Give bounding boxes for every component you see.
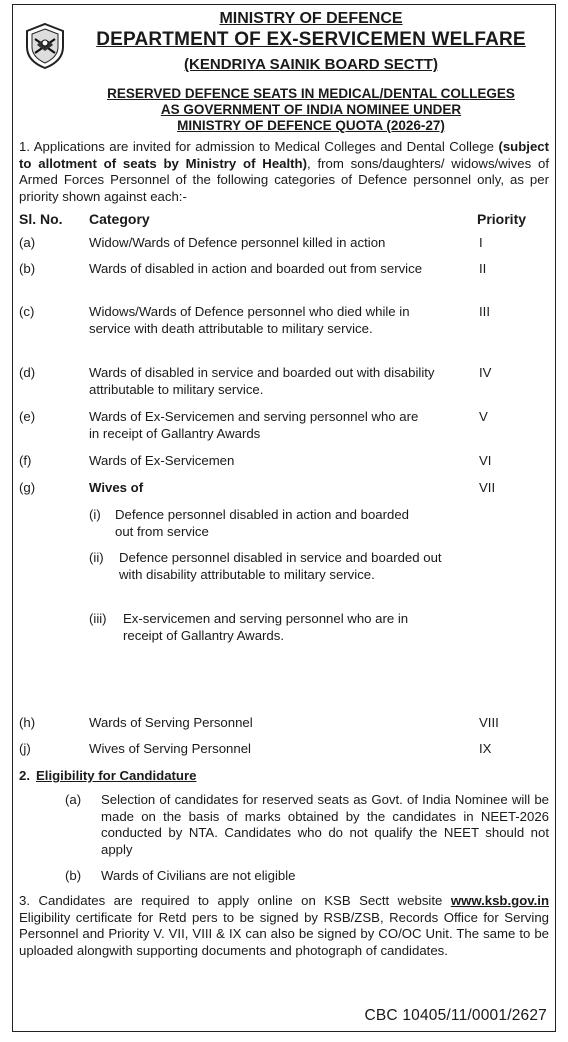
row-category: Widow/Wards of Defence personnel killed in action: [89, 235, 386, 250]
sub-item-text: Ex-servicemen and serving personnel who are in receipt of Gallantry Awards.: [123, 611, 409, 643]
row-sl: (f): [19, 453, 32, 468]
row-sl: (b): [19, 261, 36, 276]
header-sl-no: Sl. No.: [19, 211, 63, 227]
header-priority: Priority: [477, 211, 527, 227]
subject-line-3: MINISTRY OF DEFENCE QUOTA (2026-27): [177, 118, 445, 133]
eligibility-item-label: (b): [65, 868, 82, 883]
application-paragraph: [19, 893, 549, 959]
row-category: Wards of disabled in service and boarded out with disability attributable to military service.: [89, 365, 435, 397]
row-category: Wards of Serving Personnel: [89, 715, 253, 730]
row-sl: (g): [19, 480, 36, 495]
row-priority: I: [479, 235, 483, 250]
row-sl: (h): [19, 715, 36, 730]
intro-text: 1. Applications are invited for admission to Medical Colleges and Dental College: [19, 139, 499, 154]
intro-bold-text: (subject to allotment of seats by Ministry of Health): [19, 139, 549, 171]
row-priority: VII: [479, 480, 496, 495]
row-priority: IV: [479, 365, 492, 380]
subject-line-2: AS GOVERNMENT OF INDIA NOMINEE UNDER: [160, 102, 462, 117]
row-sl: (j): [19, 741, 31, 756]
row-sl: (a): [19, 235, 36, 250]
row-category: Wards of disabled in action and boarded out from service: [89, 261, 423, 276]
eligibility-item-text: Selection of candidates for reserved seats as Govt. of India Nominee will be made on the basis of marks obtained by the candidates in NEET-2026 conducted by NTA. Candidates who do not qualify the NEET should not apply: [101, 792, 549, 857]
row-sl: (c): [19, 304, 35, 319]
sub-item-label: (i): [89, 507, 101, 522]
row-category: Wives of Serving Personnel: [89, 741, 251, 756]
row-priority: III: [479, 304, 490, 319]
website-link[interactable]: www.ksb.gov.in: [450, 893, 549, 908]
row-category: Wards of Ex-Servicemen and serving personnel who are in receipt of Gallantry Awards: [89, 409, 419, 441]
row-category: Widows/Wards of Defence personnel who died while in service with death attributable to military service.: [89, 304, 410, 336]
cbc-code: CBC 10405/11/0001/2627: [364, 1007, 547, 1024]
intro-text-cont: , from sons/daughters/ widows/wives of Armed Forces Personnel of the following categories of Defence personnel only, as per priority shown against each:-: [19, 155, 549, 204]
eligibility-number: 2.: [19, 768, 30, 783]
ministry-title: MINISTRY OF DEFENCE: [219, 10, 403, 27]
row-category: Wives of: [89, 480, 144, 495]
header-category: Category: [89, 211, 150, 227]
board-title: (KENDRIYA SAINIK BOARD SECTT): [184, 56, 438, 73]
row-priority: VI: [479, 453, 492, 468]
defence-emblem-icon: [23, 21, 67, 71]
eligibility-heading: [19, 768, 196, 785]
row-priority: V: [479, 409, 488, 424]
row-priority: IX: [479, 741, 492, 756]
eligibility-item-text: Wards of Civilians are not eligible: [101, 868, 296, 883]
row-sl: (e): [19, 409, 36, 424]
para3-text: 3. Candidates are required to apply online on KSB Sectt website: [19, 893, 451, 908]
sub-item-text: Defence personnel disabled in service and boarded out with disability attributable to military service.: [119, 550, 442, 582]
sub-item-label: (iii): [89, 611, 107, 626]
sub-item-label: (ii): [89, 550, 104, 565]
subject-line-1: RESERVED DEFENCE SEATS IN MEDICAL/DENTAL COLLEGES: [107, 86, 515, 101]
para3-text-cont: Eligibility certificate for Retd pers to be signed by RSB/ZSB, Records Office for Serving Personnel and Priority V. VII, VIII & IX can also be signed by CO/OC Unit. The same to be uploaded alongwith supporting documents and photograph of candidates.: [19, 909, 549, 958]
row-category: Wards of Ex-Servicemen: [89, 453, 235, 468]
sub-item-text: Defence personnel disabled in action and boarded out from service: [115, 507, 410, 539]
advertisement-page: [12, 4, 556, 1032]
row-sl: (d): [19, 365, 36, 380]
row-priority: VIII: [479, 715, 499, 730]
eligibility-item-label: (a): [65, 792, 82, 807]
department-title: DEPARTMENT OF EX-SERVICEMEN WELFARE: [96, 29, 526, 50]
row-priority: II: [479, 261, 487, 276]
eligibility-title: Eligibility for Candidature: [36, 768, 197, 783]
intro-paragraph: [19, 139, 549, 205]
